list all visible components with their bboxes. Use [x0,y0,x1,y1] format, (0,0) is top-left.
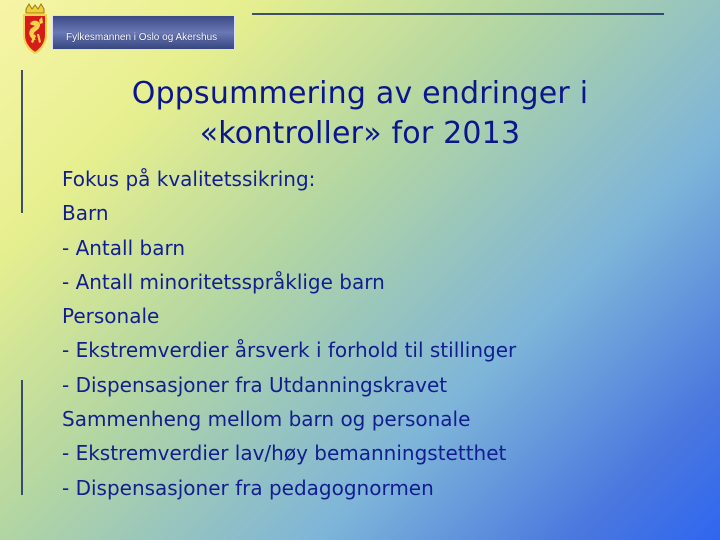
content-line: - Ekstremverdier lav/høy bemanningstetthet [62,441,507,466]
content-line: Barn [62,201,109,226]
organization-name: Fylkesmannen i Oslo og Akershus [66,32,218,43]
content-line: - Antall barn [62,235,185,260]
content-line: - Ekstremverdier årsverk i forhold til stillinger [62,338,517,363]
top-divider [252,13,664,15]
content-line: - Dispensasjoner fra pedagognormen [62,475,434,500]
left-divider-top [21,70,23,213]
coat-of-arms-icon [18,3,52,54]
content-line: - Dispensasjoner fra Utdanningskravet [62,372,448,397]
slide-content [62,162,702,505]
content-line: Sammenheng mellom barn og personale [62,407,471,432]
slide-title [95,74,625,154]
content-line: - Antall minoritetsspråklige barn [62,269,385,294]
organization-banner [52,15,235,50]
content-line: Fokus på kvalitetssikring: [62,167,316,191]
title-line-2: «kontroller» for 2013 [199,116,521,151]
content-line: Personale [62,304,160,329]
left-divider-bottom [21,380,23,495]
title-line-1: Oppsummering av endringer i [131,76,589,111]
